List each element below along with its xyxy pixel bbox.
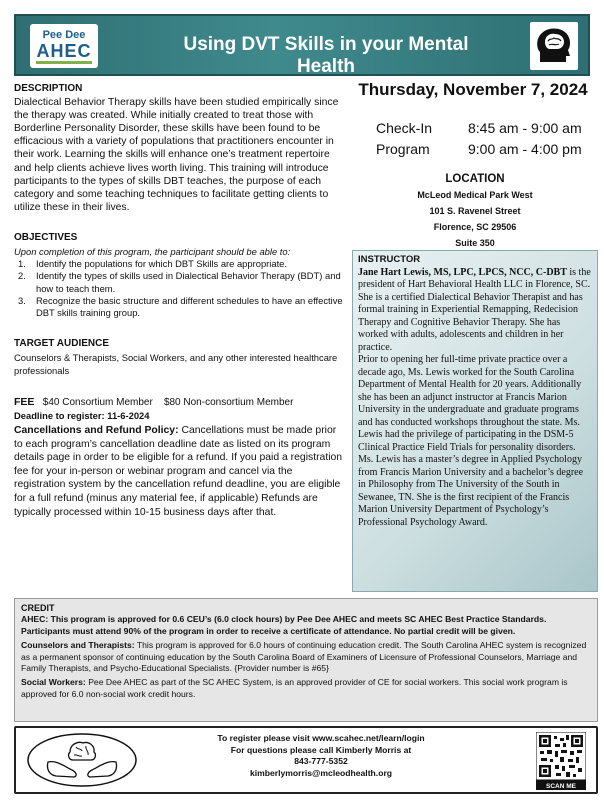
fee-deadline: Deadline to register: 11-6-2024 <box>14 409 150 421</box>
location-heading: LOCATION <box>445 173 505 185</box>
hands-brain-icon <box>26 732 138 788</box>
objectives-heading: OBJECTIVES <box>14 231 78 243</box>
location-line: McLeod Medical Park West <box>417 190 533 200</box>
event-date: Thursday, November 7, 2024 <box>358 80 588 99</box>
fee-nonmember: $80 Non-consortium Member <box>163 396 294 408</box>
refund-policy <box>14 424 344 519</box>
instructor-heading: INSTRUCTOR <box>358 254 421 265</box>
page-title: Using DVT Skills in your Mental Health <box>183 34 469 77</box>
fee-heading: FEE <box>14 395 35 408</box>
location-line: Florence, SC 29506 <box>433 222 517 232</box>
left-column <box>14 82 344 519</box>
fee-member: $40 Consortium Member <box>42 396 153 408</box>
objectives-list <box>14 258 344 319</box>
instructor-name: Jane Hart Lewis, MS, LPC, LPCS, NCC, C-DBT <box>358 266 567 278</box>
logo-main-text: AHEC <box>36 41 92 61</box>
questions-line: For questions please call Kimberly Morris at <box>230 744 412 755</box>
instructor-bio-2: Prior to opening her full-time private practice over a decade ago, Ms. Lewis worked for the South Carolina Department of Mental Health for 20 years. Additionally she has been an adjunct instructor at Francis Marion University in the undergraduate and graduate programs and has conducted workshops throughout the state. Ms. Lewis had the privilege of participating in the DSM-5 Clinical Practice Field Trials for personality disorders. <box>358 354 582 453</box>
credit-counselors: Counselors and Therapists: This program is approved for 6.0 hours of continuing education credit. The South Carolina AHEC system is recognized as a permanent sponsor of continuing education by the South Carolina Board of Examiners of Licensure of Professional Counselors, Marriage and Family Therapists, and Psycho-Educational Specialists. {Provider number is #65} <box>21 640 587 674</box>
right-column <box>352 80 598 251</box>
list-item: 2. Identify the types of skills used in Dialectical Behavior Therapy (BDT) and how to teach them. <box>18 270 341 294</box>
refund-policy-label: Cancellations and Refund Policy: <box>14 425 179 437</box>
list-item: 1. Identify the populations for which DBT Skills are appropriate. <box>18 258 288 270</box>
credit-heading: CREDIT <box>21 603 55 613</box>
audience-text: Counselors & Therapists, Social Workers, and any other interested healthcare professionals <box>14 351 338 376</box>
schedule <box>352 118 598 160</box>
contact-email: kimberlymorris@mcleodhealth.org <box>249 767 393 778</box>
checkin-time: 8:45 am - 9:00 am <box>468 120 582 136</box>
schedule-row-program <box>352 139 598 160</box>
audience-heading: TARGET AUDIENCE <box>14 337 109 349</box>
credit-box <box>14 598 598 722</box>
location-line: 101 S. Ravenel Street <box>429 206 521 216</box>
program-time: 9:00 am - 4:00 pm <box>468 141 582 157</box>
location-address <box>352 187 598 251</box>
refund-policy-text: Cancellations must be made prior to each program’s cancellation deadline date as listed on its program details page in order to be eligible for a refund. If you paid a registration fee for your in-person or webinar program and cancel via the registration system by the cancellation refund deadline, you are eligible for a full refund (minus any material fee, if applicable) Refunds are typically processed within 10-15 business days after that. <box>14 425 343 518</box>
header-banner <box>14 14 590 76</box>
credit-social-workers: Social Workers: Pee Dee AHEC as part of the SC AHEC System, is an approved provider of CE for social workers. This social work program is approved for 6.0 non-social work credit hours. <box>21 677 568 699</box>
instructor-bio-1: Jane Hart Lewis, MS, LPC, LPCS, NCC, C-DBT is the president of Hart Behavioral Health LLC in Florence, SC. She is a certified Dialectical Behavior Therapist and has formal training in Experiential Remapping, Redecision Therapy and Cognitive Behavior Therapy. She has worked with adults, adolescents and children in her practice. <box>358 266 591 353</box>
description-heading: DESCRIPTION <box>14 83 83 94</box>
register-line: To register please visit www.scahec.net/learn/login <box>217 733 425 743</box>
logo-top-text: Pee Dee <box>42 29 86 41</box>
location-line: Suite 350 <box>455 238 495 248</box>
pee-dee-ahec-logo <box>30 24 98 68</box>
instructor-bio-3: Ms. Lewis has a master’s degree in Applied Psychology from Francis Marion University and a bachelor’s degree in Philosophy from The University of the South in Sewanee, TN. She is the first recipient of the Francis Marion University Department of Psychology’s Professional Psychology Award. <box>358 454 584 528</box>
qr-code-icon[interactable] <box>536 732 586 790</box>
footer-box <box>14 726 598 794</box>
checkin-label: Check-In <box>376 120 433 136</box>
list-item: 3. Recognize the basic structure and different schedules to have an effective DBT skills training group. <box>18 295 343 319</box>
description-text: Dialectical Behavior Therapy skills have been studied empirically since the therapy was created. While initially created to treat those with Borderline Personality Disorder, these skills have been found to be efficacious with a variety of populations that practitioners encounter in their work. Learning the skills will enhance one’s treatment repertoire and help clients achieve lives worth living. This training will introduce participants to the types of skills DBT teaches, the purpose of each category and some teaching techniques to facilitate getting clients to utilize these in their lives. <box>14 97 339 213</box>
program-label: Program <box>376 141 430 157</box>
instructor-box <box>352 250 598 592</box>
logo-wave <box>36 61 92 64</box>
qr-label: SCAN ME <box>546 783 576 790</box>
brain-head-icon <box>530 22 578 70</box>
credit-ahec: AHEC: This program is approved for 0.6 CEU’s (6.0 clock hours) by Pee Dee AHEC and meets SC AHEC Best Practice Standards. Participants must attend 90% of the program in order to receive a certificate of attendance. No partial credit will be given. <box>21 614 547 636</box>
schedule-row-checkin <box>352 118 598 139</box>
fee-line <box>14 396 344 409</box>
objectives-intro: Upon completion of this program, the participant should be able to: <box>14 246 291 258</box>
phone-number: 843-777-5352 <box>294 756 348 766</box>
registration-info <box>156 733 486 779</box>
